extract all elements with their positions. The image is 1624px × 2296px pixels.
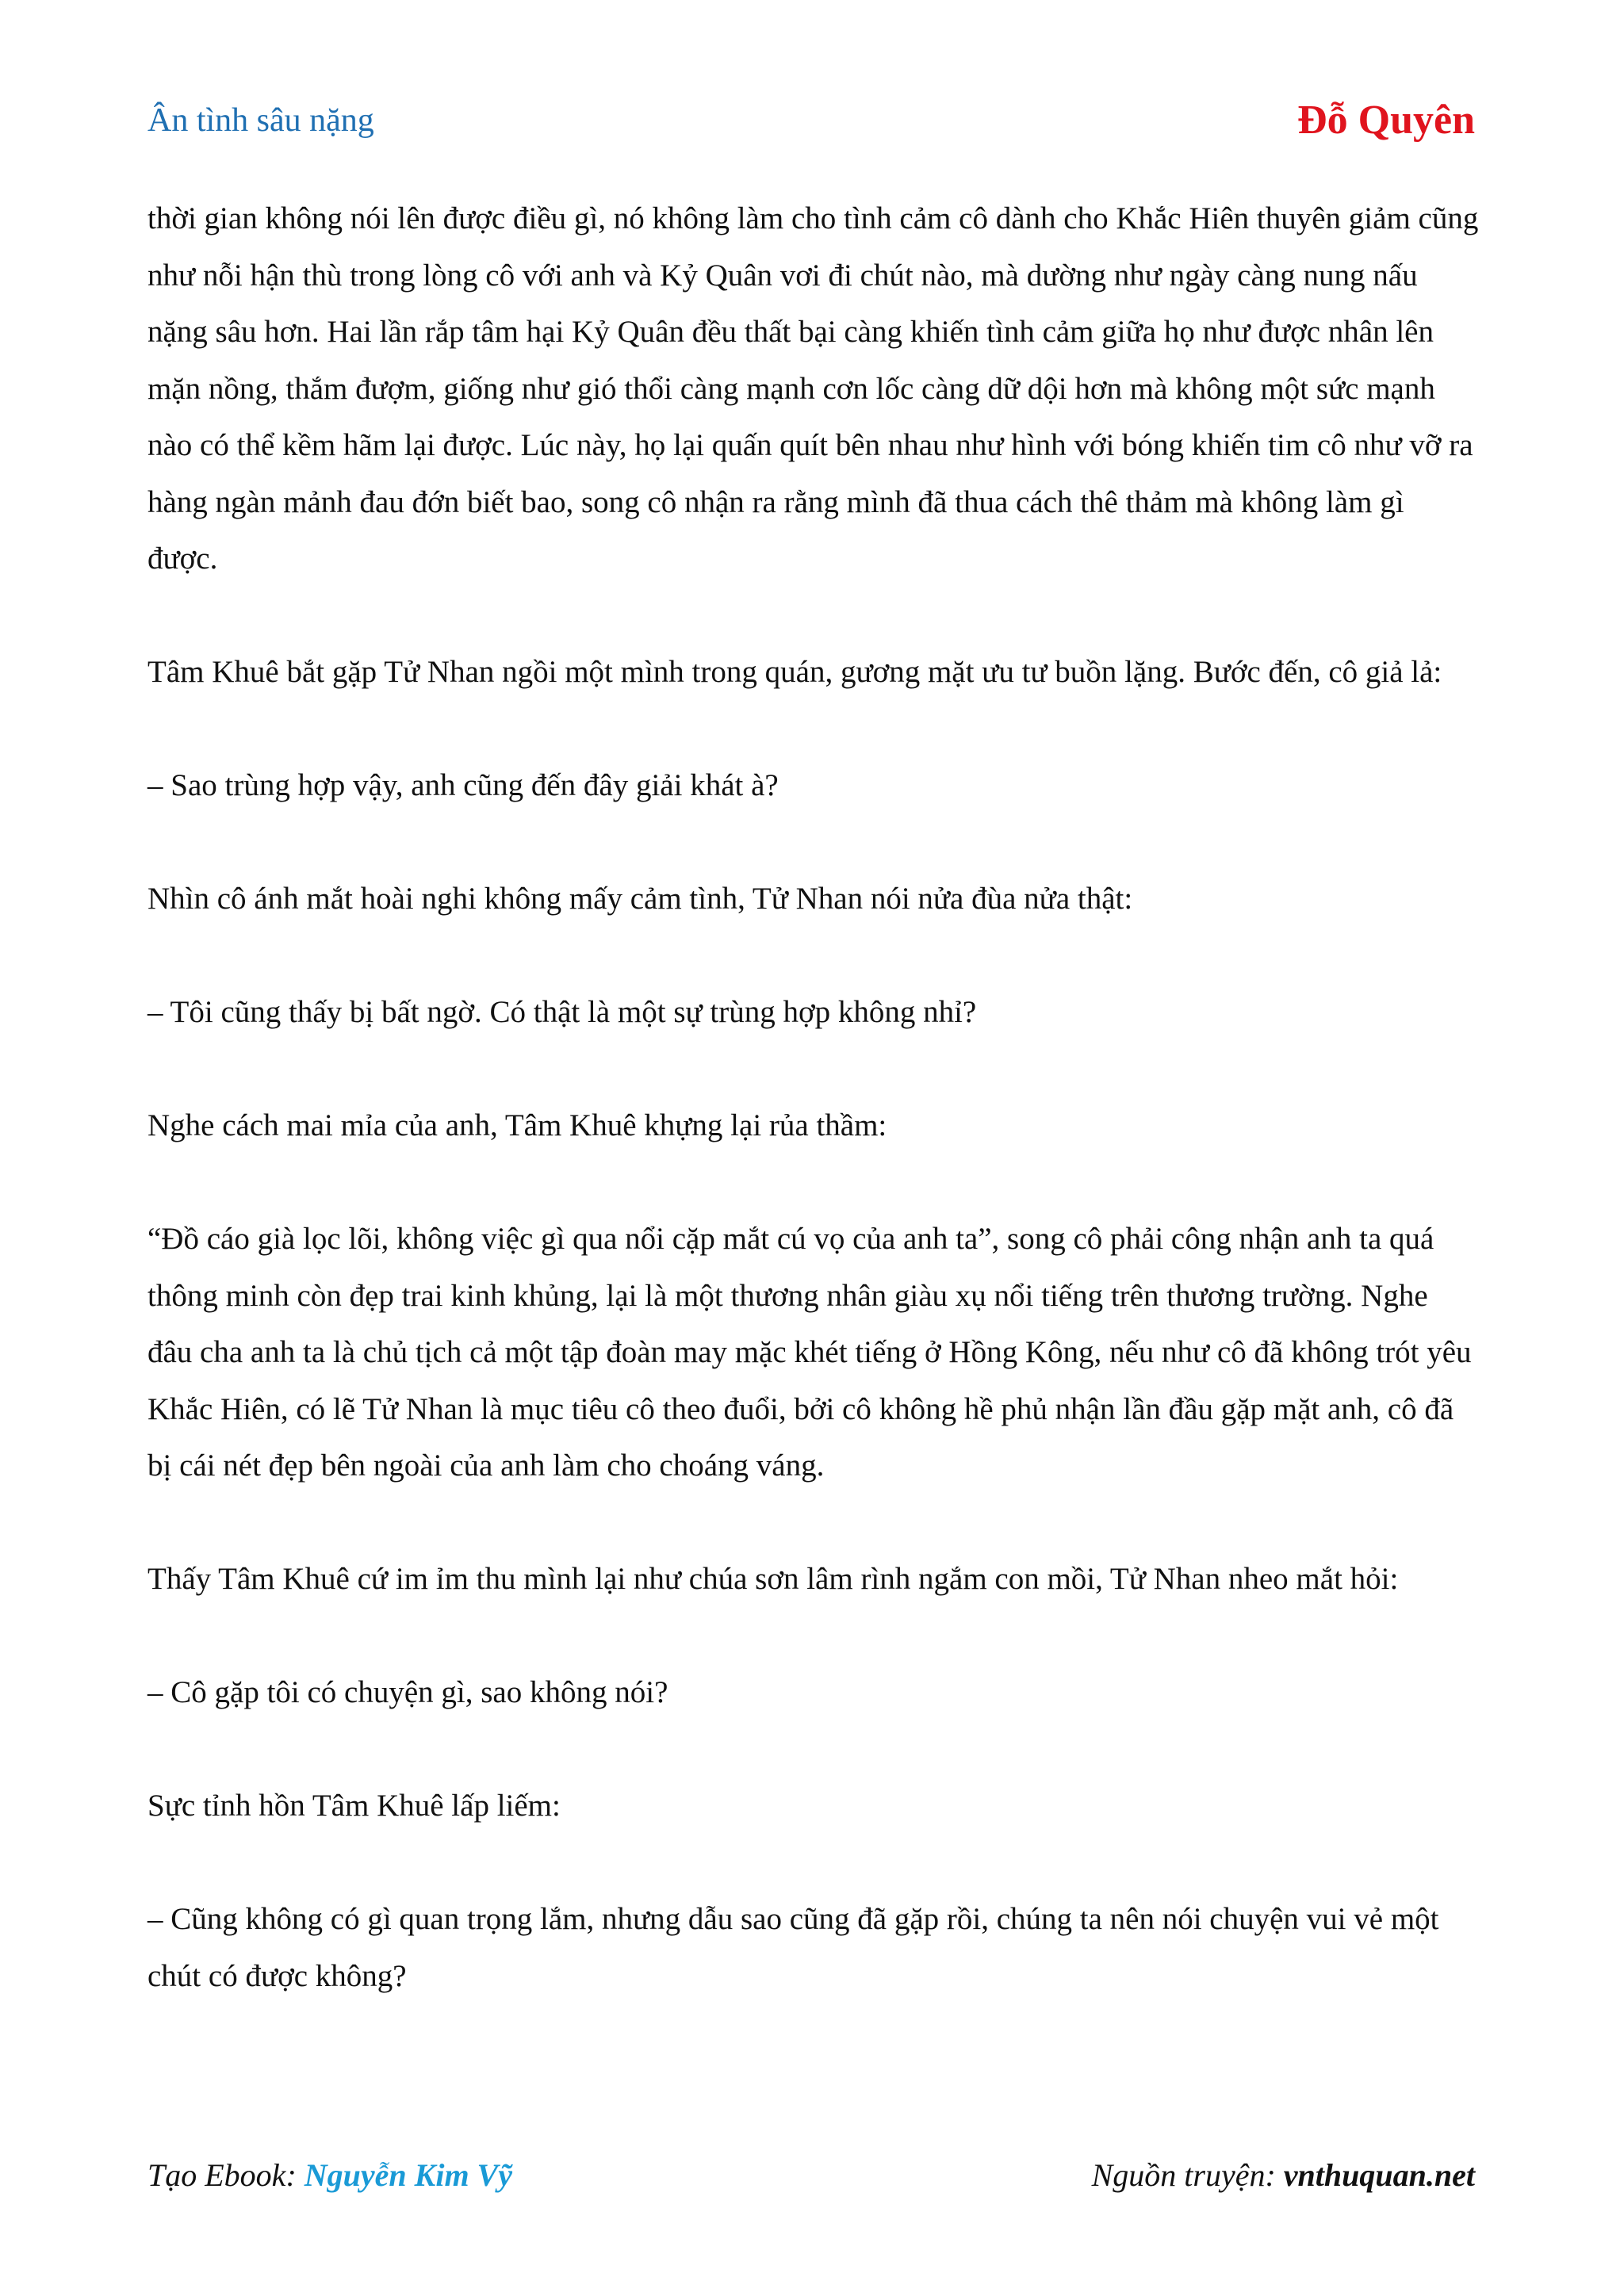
paragraph: – Tôi cũng thấy bị bất ngờ. Có thật là một sự trùng hợp không nhỉ? (147, 995, 977, 1029)
paragraph: Thấy Tâm Khuê cứ im ỉm thu mình lại như chúa sơn lâm rình ngắm con mồi, Tử Nhan nheo mắt hỏi: (147, 1562, 1399, 1596)
author-name: Đỗ Quyên (1297, 98, 1475, 143)
paragraph: “Đồ cáo già lọc lõi, không việc gì qua nổi cặp mắt cú vọ của anh ta”, song cô phải công nhận anh ta quá thông minh còn đẹp trai kinh khủng, lại là một thương nhân giàu xụ nổi tiếng trên thương trường. Nghe đâu cha anh ta là chủ tịch cả một tập đoàn may mặc khét tiếng ở Hồng Kông, nếu như cô đã không trót yêu Khắc Hiên, có lẽ Tử Nhan là mục tiêu cô theo đuổi, bởi cô không hề phủ nhận lần đầu gặp mặt anh, cô đã bị cái nét đẹp bên ngoài của anh làm cho choáng váng. (147, 1222, 1472, 1483)
ebook-label: Tạo Ebook (147, 2157, 286, 2193)
ebook-credit: Tạo Ebook: Nguyễn Kim Vỹ (147, 2157, 512, 2193)
paragraph: Nghe cách mai mỉa của anh, Tâm Khuê khựng lại rủa thầm: (147, 1108, 887, 1142)
story-body (147, 190, 1480, 2061)
source-credit: Nguồn truyện: vnthuquan.net (1091, 2157, 1475, 2193)
paragraph: – Cô gặp tôi có chuyện gì, sao không nói? (147, 1675, 668, 1709)
paragraph: – Cũng không có gì quan trọng lắm, nhưng dẫu sao cũng đã gặp rồi, chúng ta nên nói chuyện vui vẻ một chút có được không? (147, 1902, 1439, 1993)
paragraph: thời gian không nói lên được điều gì, nó không làm cho tình cảm cô dành cho Khắc Hiên thuyên giảm cũng như nỗi hận thù trong lòng cô với anh và Kỷ Quân vơi đi chút nào, mà dường như ngày càng nung nấu nặng sâu hơn. Hai lần rắp tâm hại Kỷ Quân đều thất bại càng khiến tình cảm giữa họ như được nhân lên mặn nồng, thắm đượm, giống như gió thổi càng mạnh cơn lốc càng dữ dội hơn mà không một sức mạnh nào có thể kềm hãm lại được. Lúc này, họ lại quấn quít bên nhau như hình với bóng khiến tim cô như vỡ ra hàng ngàn mảnh đau đớn biết bao, song cô nhận ra rằng mình đã thua cách thê thảm mà không làm gì được. (147, 201, 1479, 576)
ebook-creator: Nguyễn Kim Vỹ (304, 2157, 512, 2193)
paragraph: Tâm Khuê bắt gặp Tử Nhan ngồi một mình trong quán, gương mặt ưu tư buồn lặng. Bước đến, cô giả lả: (147, 655, 1442, 689)
source-site: vnthuquan.net (1283, 2157, 1475, 2193)
book-title: Ân tình sâu nặng (147, 102, 374, 139)
source-label: Nguồn truyện (1091, 2157, 1266, 2193)
paragraph: Sực tỉnh hồn Tâm Khuê lấp liếm: (147, 1789, 561, 1823)
paragraph: – Sao trùng hợp vậy, anh cũng đến đây giải khát à? (147, 768, 779, 802)
paragraph: Nhìn cô ánh mắt hoài nghi không mấy cảm tình, Tử Nhan nói nửa đùa nửa thật: (147, 882, 1133, 916)
